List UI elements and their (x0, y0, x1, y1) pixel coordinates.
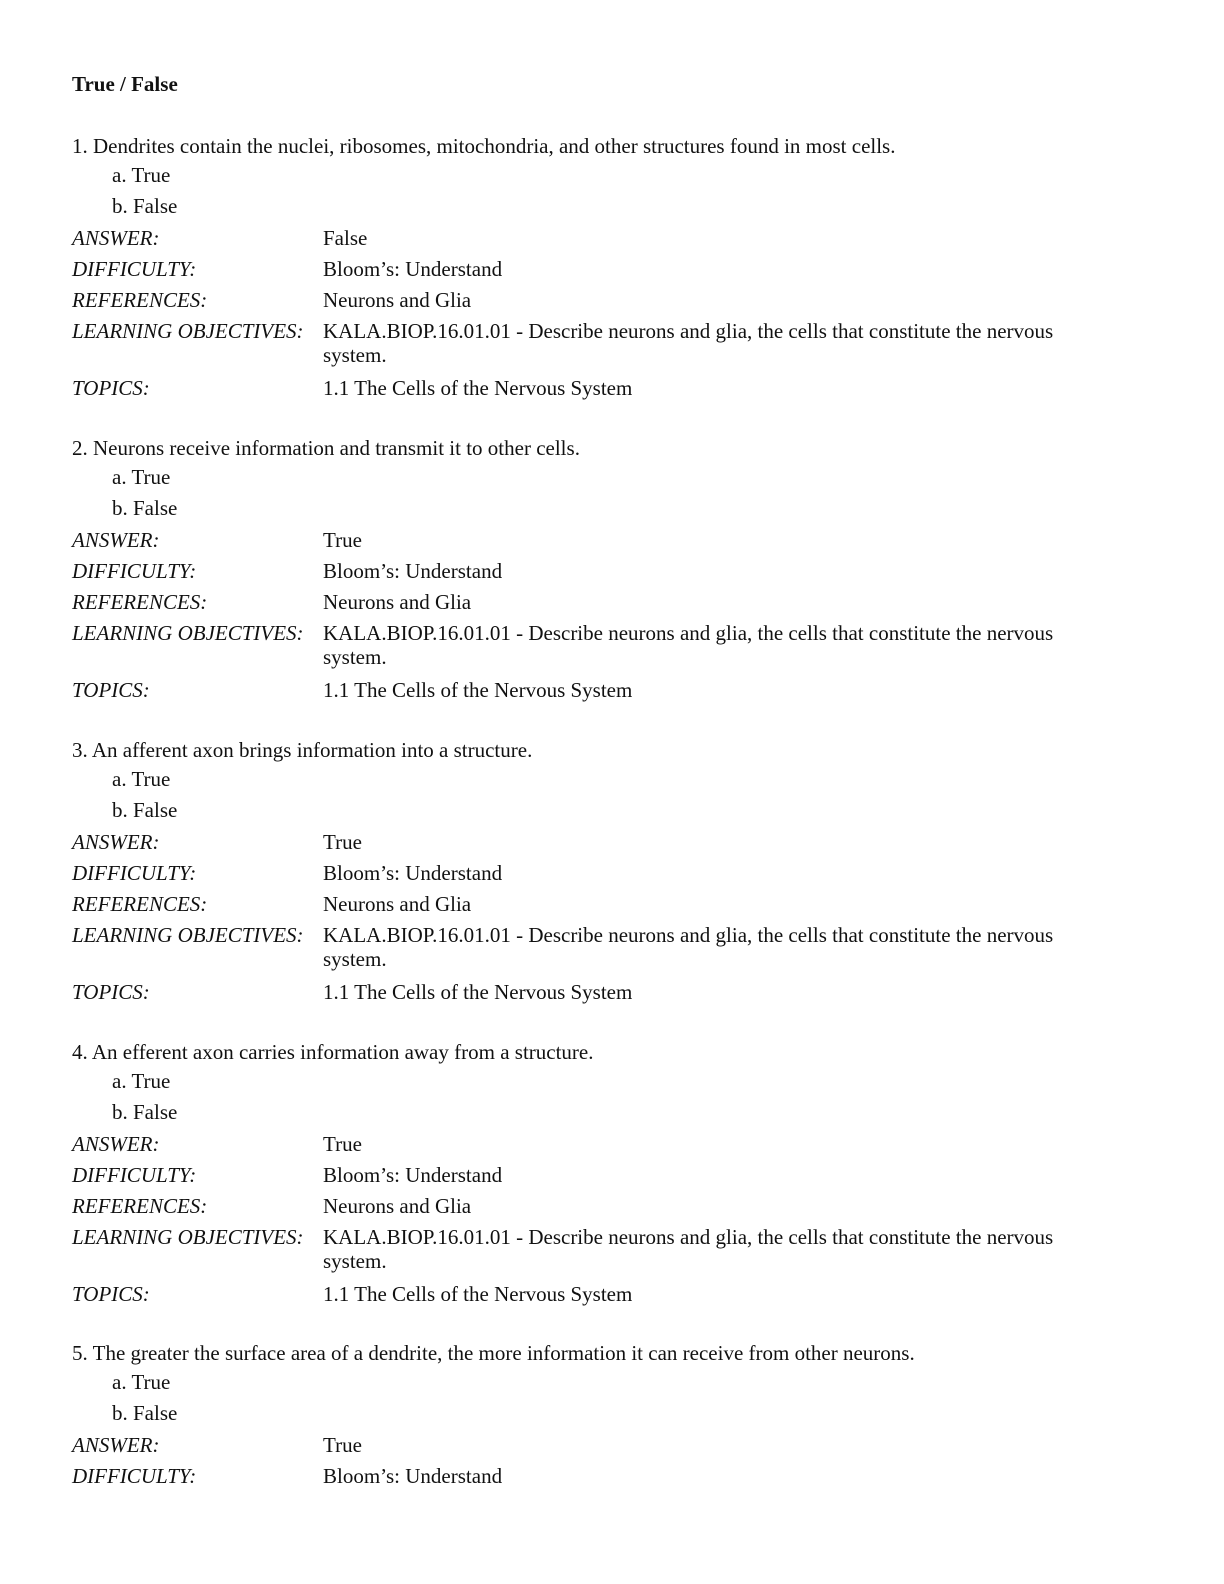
answer-value: False (323, 226, 368, 250)
difficulty-row (72, 1460, 1152, 1491)
difficulty-label: DIFFICULTY: (72, 559, 197, 583)
topics-row (72, 1278, 1152, 1309)
references-label: REFERENCES: (72, 590, 208, 614)
references-row (72, 284, 1152, 315)
difficulty-value: Bloom’s: Understand (323, 1163, 503, 1187)
choice-b: b. False (112, 1401, 178, 1425)
learning-objectives-label: LEARNING OBJECTIVES: (72, 923, 304, 947)
answer-value: True (323, 1132, 362, 1156)
choice-a: a. True (112, 1069, 171, 1093)
question-3 (72, 736, 1152, 1007)
learning-objectives-row (72, 1221, 1152, 1278)
learning-objectives-value: KALA.BIOP.16.01.01 - Describe neurons and glia, the cells that constitute the nervous system. (323, 319, 1054, 367)
learning-objectives-label: LEARNING OBJECTIVES: (72, 319, 304, 343)
references-value: Neurons and Glia (323, 1194, 472, 1218)
question-stem: 4. An efferent axon carries information away from a structure. (72, 1040, 594, 1064)
answer-row (72, 524, 1152, 555)
choice-a: a. True (112, 465, 171, 489)
topics-row (72, 976, 1152, 1007)
answer-value: True (323, 528, 362, 552)
learning-objectives-row (72, 315, 1152, 372)
question-1 (72, 132, 1152, 403)
topics-label: TOPICS: (72, 678, 150, 702)
difficulty-value: Bloom’s: Understand (323, 257, 503, 281)
choice-b: b. False (112, 194, 178, 218)
question-stem: 3. An afferent axon brings information into a structure. (72, 738, 533, 762)
answer-value: True (323, 830, 362, 854)
answer-value: True (323, 1433, 362, 1457)
answer-row (72, 1128, 1152, 1159)
difficulty-row (72, 555, 1152, 586)
learning-objectives-label: LEARNING OBJECTIVES: (72, 621, 304, 645)
question-stem: 5. The greater the surface area of a dendrite, the more information it can receive from other neurons. (72, 1341, 915, 1365)
references-label: REFERENCES: (72, 892, 208, 916)
references-value: Neurons and Glia (323, 590, 472, 614)
question-stem: 2. Neurons receive information and transmit it to other cells. (72, 436, 580, 460)
difficulty-label: DIFFICULTY: (72, 1163, 197, 1187)
difficulty-value: Bloom’s: Understand (323, 861, 503, 885)
difficulty-row (72, 1159, 1152, 1190)
answer-label: ANSWER: (72, 830, 160, 854)
references-row (72, 888, 1152, 919)
difficulty-label: DIFFICULTY: (72, 861, 197, 885)
choice-b: b. False (112, 496, 178, 520)
answer-label: ANSWER: (72, 1433, 160, 1457)
difficulty-row (72, 857, 1152, 888)
choice-b: b. False (112, 1100, 178, 1124)
references-value: Neurons and Glia (323, 892, 472, 916)
question-4 (72, 1038, 1152, 1309)
question-2 (72, 434, 1152, 705)
choice-b: b. False (112, 798, 178, 822)
topics-value: 1.1 The Cells of the Nervous System (323, 1282, 633, 1306)
answer-row (72, 826, 1152, 857)
topics-label: TOPICS: (72, 376, 150, 400)
references-row (72, 586, 1152, 617)
learning-objectives-value: KALA.BIOP.16.01.01 - Describe neurons and glia, the cells that constitute the nervous system. (323, 923, 1054, 971)
topics-value: 1.1 The Cells of the Nervous System (323, 980, 633, 1004)
topics-value: 1.1 The Cells of the Nervous System (323, 376, 633, 400)
references-label: REFERENCES: (72, 1194, 208, 1218)
difficulty-value: Bloom’s: Understand (323, 559, 503, 583)
difficulty-value: Bloom’s: Understand (323, 1464, 503, 1488)
topics-label: TOPICS: (72, 1282, 150, 1306)
references-label: REFERENCES: (72, 288, 208, 312)
answer-label: ANSWER: (72, 226, 160, 250)
choice-a: a. True (112, 163, 171, 187)
learning-objectives-label: LEARNING OBJECTIVES: (72, 1225, 304, 1249)
choice-a: a. True (112, 767, 171, 791)
choice-a: a. True (112, 1370, 171, 1394)
section-title: True / False (72, 72, 178, 96)
learning-objectives-value: KALA.BIOP.16.01.01 - Describe neurons and glia, the cells that constitute the nervous system. (323, 621, 1054, 669)
topics-row (72, 372, 1152, 403)
learning-objectives-row (72, 919, 1152, 976)
answer-row (72, 222, 1152, 253)
references-row (72, 1190, 1152, 1221)
difficulty-label: DIFFICULTY: (72, 1464, 197, 1488)
topics-value: 1.1 The Cells of the Nervous System (323, 678, 633, 702)
answer-label: ANSWER: (72, 1132, 160, 1156)
answer-row (72, 1429, 1152, 1460)
learning-objectives-row (72, 617, 1152, 674)
topics-label: TOPICS: (72, 980, 150, 1004)
difficulty-row (72, 253, 1152, 284)
references-value: Neurons and Glia (323, 288, 472, 312)
difficulty-label: DIFFICULTY: (72, 257, 197, 281)
question-5 (72, 1339, 1152, 1491)
learning-objectives-value: KALA.BIOP.16.01.01 - Describe neurons and glia, the cells that constitute the nervous system. (323, 1225, 1054, 1273)
answer-label: ANSWER: (72, 528, 160, 552)
question-stem: 1. Dendrites contain the nuclei, ribosomes, mitochondria, and other structures found in most cells. (72, 134, 896, 158)
topics-row (72, 674, 1152, 705)
